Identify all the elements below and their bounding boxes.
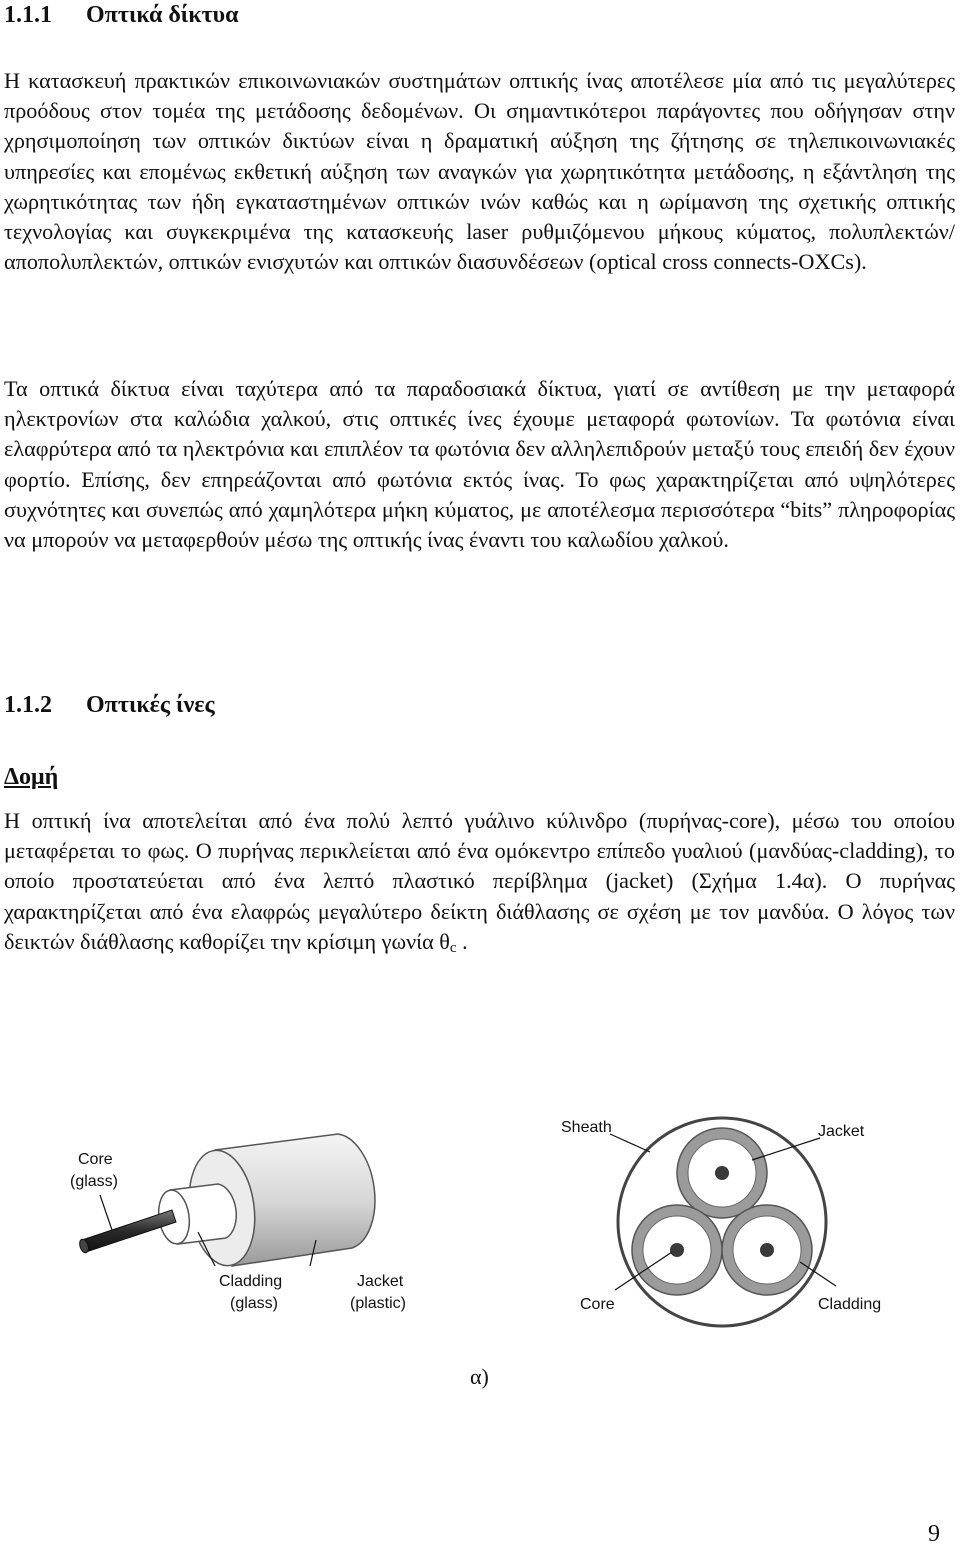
jacket-label-sub: (plastic) — [350, 1295, 407, 1312]
cladding-label-sub: (glass) — [230, 1295, 279, 1312]
core-label-sub: (glass) — [70, 1173, 119, 1190]
jacket-label: Jacket — [357, 1273, 404, 1290]
section-heading-2 — [4, 690, 215, 720]
fiber-diagram — [0, 1090, 960, 1350]
section-title: Οπτικά δίκτυα — [86, 2, 239, 28]
section-number: 1.1.1 — [4, 2, 52, 28]
core-label: Core — [78, 1151, 113, 1168]
fiber-core — [760, 1243, 774, 1257]
sheath-leader-line — [610, 1134, 650, 1152]
section-title: Οπτικές ίνες — [86, 692, 215, 718]
cladding-label: Cladding — [818, 1296, 882, 1313]
single-fiber-cable — [70, 1134, 406, 1312]
fiber-core — [715, 1166, 729, 1180]
paragraph-text: Η οπτική ίνα αποτελείται από ένα πολύ λεπτό γυάλινο κύλινδρο (πυρήνας-core), μέσω του οποίου μεταφέρεται το φως. Ο πυρήνας περικλείεται από ένα ομόκεντρο επίπεδο γυαλιού (μανδύας-cladding), το οποίο προστατεύεται από ένα λεπτό πλαστικό περίβλημα (jacket) (Σχήμα 1.4α). Ο πυρήνας χαρακτηρίζεται από ένα ελαφρώς μεγαλύτερο δείκτη διάθλασης σε σχέση με τον μανδύα. Ο λόγος των δεικτών διάθλασης καθορίζει την κρίσιμη γωνία θ — [4, 808, 955, 954]
figure-caption: α) — [470, 1364, 489, 1389]
angle-subscript: c — [449, 939, 457, 956]
sheath-label: Sheath — [561, 1119, 612, 1136]
fiber-core — [670, 1243, 684, 1257]
paragraph-optical-vs-copper: Τα οπτικά δίκτυα είναι ταχύτερα από τα παραδοσιακά δίκτυα, γιατί σε αντίθεση με την μεταφορά ηλεκτρονίων στα καλώδια χαλκού, στις οπτικές ίνες έχουμε μεταφορά φωτονίων. Τα φωτόνια είναι ελαφρύτερα από τα ηλεκτρόνια και επιπλέον τα φωτόνια δεν αλληλεπιδρούν μεταξύ τους επειδή δεν έχουν φορτίο. Επίσης, δεν επηρεάζονται από φωτόνια εκτός ίνας. Το φως χαρακτηρίζεται από υψηλότερες συχνότητες και συνεπώς από χαμηλότερα μήκη κύματος, με αποτέλεσμα περισσότερα “bits” πληροφορίας να μπορούν να μεταφερθούν μέσω της οπτικής ίνας έναντι του καλωδίου χαλκού. — [4, 376, 955, 553]
subheading-structure: Δομή — [4, 764, 59, 790]
section-heading-1 — [4, 0, 238, 30]
paragraph-end: . — [456, 928, 468, 954]
jacket-label: Jacket — [818, 1123, 865, 1140]
section-number: 1.1.2 — [4, 692, 52, 718]
multi-fiber-cross-section — [561, 1118, 881, 1326]
figure-fiber-structure — [0, 1090, 960, 1350]
paragraph-optical-networks-intro: Η κατασκευή πρακτικών επικοινωνιακών συστημάτων οπτικής ίνας αποτέλεσε μία από τις μεγαλύτερες προόδους στον τομέα της μετάδοσης δεδομένων. Οι σημαντικότεροι παράγοντες που οδήγησαν στην χρησιμοποίηση των οπτικών δικτύων είναι η δραματική αύξηση της ζήτησης σε τηλεπικοινωνιακές υπηρεσίες και επομένως εκθετική αύξηση των αναγκών για χωρητικότητα μετάδοσης, η εξάντληση της χωρητικότητας των ήδη εγκαταστημένων οπτικών ινών καθώς και η ωρίμανση της σχετικής οπτικής τεχνολογίας και συγκεκριμένα της κατασκευής laser ρυθμιζόμενου μήκους κύματος, πολυπλεκτών/αποπολυπλεκτών, οπτικών ενισχυτών και οπτικών διασυνδέσεων (optical cross connects-OXCs). — [4, 68, 955, 275]
core-label: Core — [580, 1296, 615, 1313]
page-number: 9 — [928, 1521, 940, 1547]
cladding-label: Cladding — [219, 1273, 283, 1290]
core-leader-line — [100, 1195, 112, 1230]
paragraph-fiber-structure — [4, 806, 955, 963]
